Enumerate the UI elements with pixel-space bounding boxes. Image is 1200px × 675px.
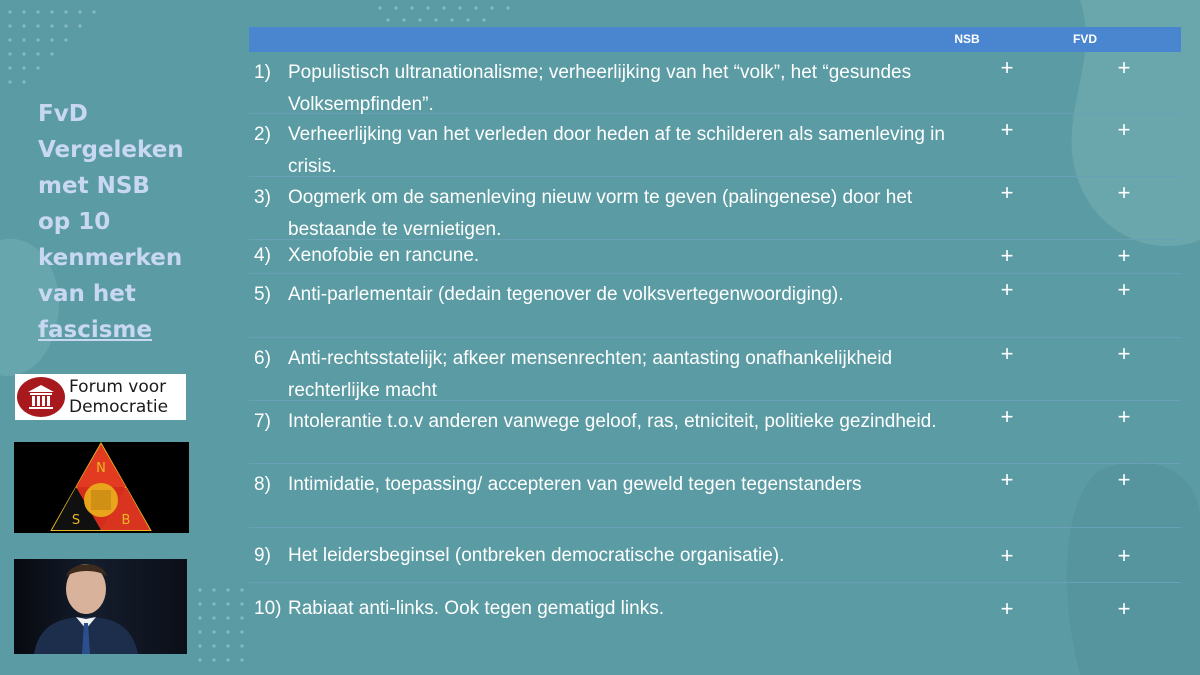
table-row (249, 274, 1181, 338)
row-number: 6) (254, 348, 271, 369)
title-line: Vergeleken (38, 137, 184, 163)
nsb-cell: + (1000, 341, 1014, 366)
portrait-photo (14, 559, 187, 654)
nsb-cell: + (1000, 55, 1014, 80)
row-text: Oogmerk om de samenleving nieuw vorm te geven (palingenese) door het bestaande te vernietigen. (288, 187, 913, 240)
header-fvd: FVD (1073, 32, 1097, 46)
nsb-cell: + (1000, 277, 1014, 302)
nsb-cell: + (1000, 180, 1014, 205)
row-text: Intimidatie, toepassing/ accepteren van geweld tegen tegenstanders (288, 474, 862, 495)
fvd-cell: + (1117, 277, 1131, 302)
row-text: Anti-rechtsstatelijk; afkeer mensenrechten; aantasting onafhankelijkheid rechterlijke macht (288, 348, 893, 401)
fvd-logo-line2: Democratie (69, 397, 169, 417)
title-line: kenmerken (38, 245, 183, 271)
table-row (249, 338, 1181, 401)
row-number: 7) (254, 411, 271, 432)
fvd-cell: + (1117, 117, 1131, 142)
fvd-cell: + (1117, 180, 1131, 205)
row-text: Xenofobie en rancune. (288, 245, 480, 266)
comparison-table (249, 27, 1181, 636)
title-line: van het (38, 281, 136, 307)
fvd-cell: + (1117, 543, 1131, 568)
header-nsb: NSB (954, 32, 980, 46)
table-row (249, 240, 1181, 274)
table-row (249, 177, 1181, 240)
fvd-cell: + (1117, 404, 1131, 429)
row-number: 4) (254, 245, 271, 266)
row-number: 5) (254, 284, 271, 305)
title-line: met NSB (38, 173, 150, 199)
row-number: 3) (254, 187, 271, 208)
title-link-fascisme[interactable]: fascisme (38, 317, 152, 343)
nsb-cell: + (1000, 404, 1014, 429)
row-number: 2) (254, 124, 271, 145)
table-row (249, 401, 1181, 464)
table-row (249, 52, 1181, 114)
nsb-cell: + (1000, 467, 1014, 492)
row-number: 10) (254, 598, 282, 619)
nsb-cell: + (1000, 596, 1014, 621)
nsb-cell: + (1000, 243, 1014, 268)
row-text: Populistisch ultranationalisme; verheerlijking van het “volk”, het “gesundes Volksempfinden”. (288, 62, 912, 115)
fvd-cell: + (1117, 243, 1131, 268)
fvd-logo-line1: Forum voor (69, 377, 167, 397)
title-line: op 10 (38, 209, 111, 235)
nsb-letter-s: S (71, 513, 81, 528)
nsb-letter-n: N (96, 461, 106, 476)
row-number: 9) (254, 545, 271, 566)
nsb-letter-b: B (121, 513, 131, 528)
nsb-cell: + (1000, 543, 1014, 568)
row-number: 1) (254, 62, 271, 83)
slide-title (38, 96, 198, 348)
row-text: Rabiaat anti-links. Ook tegen gematigd links. (288, 598, 664, 619)
table-row (249, 583, 1181, 636)
row-number: 8) (254, 474, 271, 495)
table-row (249, 528, 1181, 583)
title-line: FvD (38, 101, 88, 127)
temple-icon (17, 377, 65, 417)
table-row (249, 464, 1181, 528)
row-text: Anti-parlementair (dedain tegenover de volksvertegenwoordiging). (288, 284, 844, 305)
row-text: Verheerlijking van het verleden door heden af te schilderen als samenleving in crisis. (288, 124, 945, 177)
table-row (249, 114, 1181, 177)
fvd-cell: + (1117, 55, 1131, 80)
fvd-logo (15, 374, 186, 420)
nsb-cell: + (1000, 117, 1014, 142)
row-text: Het leidersbeginsel (ontbreken democratische organisatie). (288, 545, 785, 566)
fvd-cell: + (1117, 467, 1131, 492)
table-header (249, 27, 1181, 52)
nsb-logo (14, 442, 189, 533)
fvd-cell: + (1117, 341, 1131, 366)
row-text: Intolerantie t.o.v anderen vanwege geloof, ras, etniciteit, politieke gezindheid. (288, 411, 937, 432)
fvd-cell: + (1117, 596, 1131, 621)
